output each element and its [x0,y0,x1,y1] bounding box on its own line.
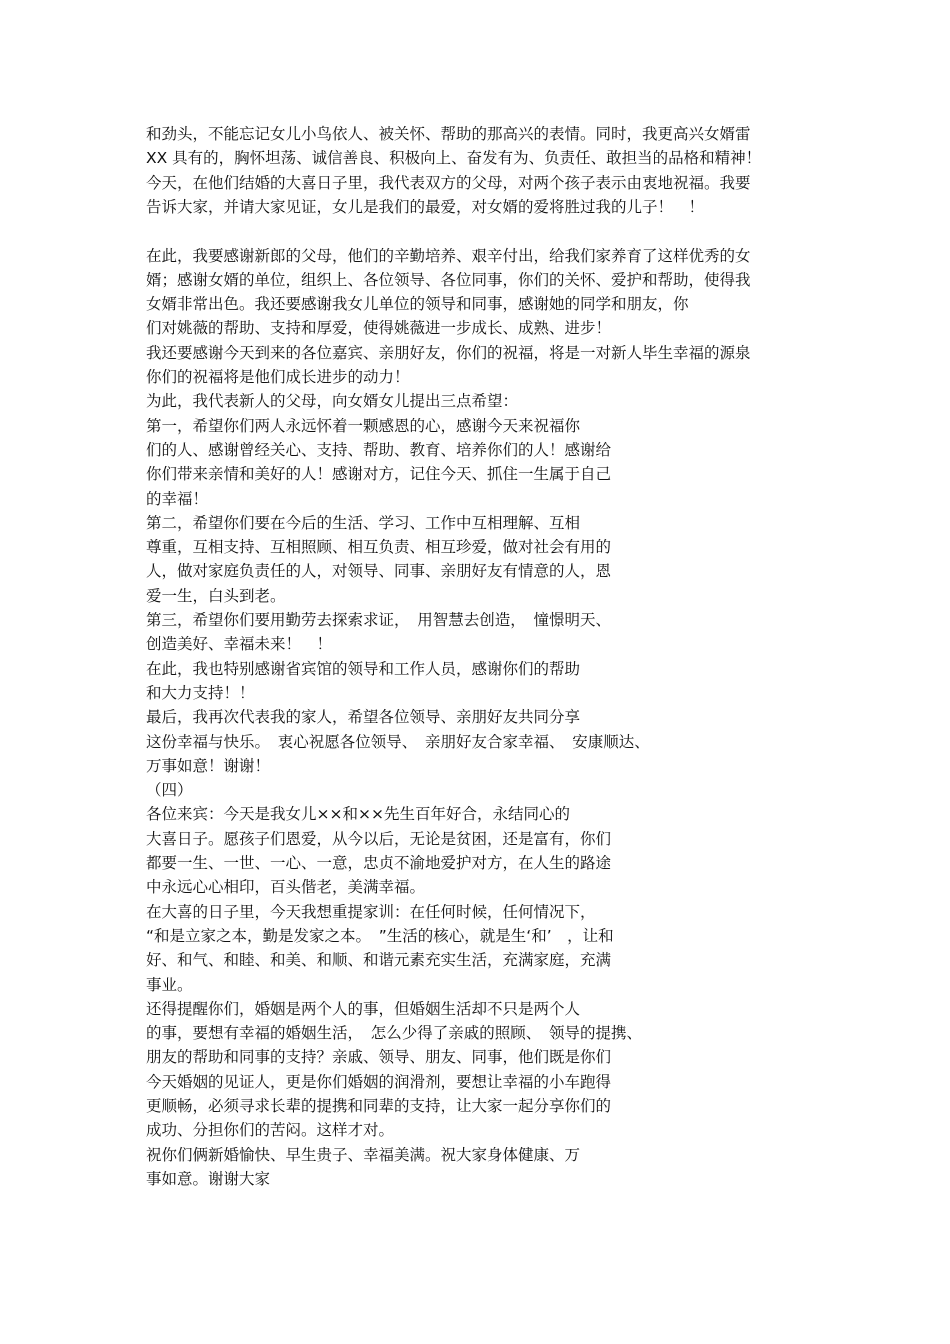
text-line: 女婿非常出色。我还要感谢我女儿单位的领导和同事，感谢她的同学和朋友，你 [146,295,689,313]
text-line: 和大力支持！！ [146,684,255,702]
text-line: 今天婚姻的见证人，更是你们婚姻的润滑剂，要想让幸福的小车跑得 [146,1073,612,1091]
text-line: 你们的祝福将是他们成长进步的动力！ [146,368,410,386]
text-line: 祝你们俩新婚愉快、早生贵子、幸福美满。祝大家身体健康、万 [146,1146,581,1164]
text-line: 好、和气、和睦、和美、和顺、和谐元素充实生活，充满家庭，充满 [146,951,612,969]
text-line: 告诉大家，并请大家见证，女儿是我们的最爱，对女婿的爱将胜过我的儿子！ ！ [146,198,705,216]
text-line: 事如意。谢谢大家 [146,1170,271,1188]
text-line: 在此，我要感谢新郎的父母，他们的辛勤培养、艰辛付出，给我们家养育了这样优秀的女 [146,247,751,265]
text-line: 在此，我也特别感谢省宾馆的领导和工作人员，感谢你们的帮助 [146,660,581,678]
text-line: 创造美好、幸福未来！ ！ [146,635,333,653]
text-line: 成功、分担你们的苦闷。这样才对。 [146,1121,395,1139]
text-line: 爱一生，白头到老。 [146,587,286,605]
text-line: 第二，希望你们要在今后的生活、学习、工作中互相理解、互相 [146,514,581,532]
text-line: 婿；感谢女婿的单位，组织上、各位领导、各位同事，你们的关怀、爱护和帮助，使得我 [146,271,751,289]
text-line: 们的人、感谢曾经关心、支持、帮助、教育、培养你们的人！感谢给 [146,441,612,459]
text-line: 你们带来亲情和美好的人！感谢对方，记住今天、抓住一生属于自己 [146,465,612,483]
text-line: XX 具有的，胸怀坦荡、诚信善良、积极向上、奋发有为、负责任、敢担当的品格和精神！ [146,149,762,167]
text-line: 大喜日子。愿孩子们恩爱，从今以后，无论是贫困，还是富有，你们 [146,830,612,848]
text-line: 第三，希望你们要用勤劳去探索求证， 用智慧去创造， 憧憬明天、 [146,611,612,629]
text-line: 和劲头，不能忘记女儿小鸟依人、被关怀、帮助的那高兴的表情。同时，我更高兴女婿雷 [146,125,751,143]
text-line: 都要一生、一世、一心、一意，忠贞不渝地爱护对方，在人生的路途 [146,854,612,872]
text-line: “和是立家之本，勤是发家之本。 ”生活的核心，就是生‘和’ ，让和 [146,927,614,945]
text-line: 在大喜的日子里，今天我想重提家训：在任何时候，任何情况下， [146,903,596,921]
text-line: 最后，我再次代表我的家人，希望各位领导、亲朋好友共同分享 [146,708,581,726]
text-line: 的事，要想有幸福的婚姻生活， 怎么少得了亲戚的照顾、 领导的提携、 [146,1024,643,1042]
text-line: 今天，在他们结婚的大喜日子里，我代表双方的父母，对两个孩子表示由衷地祝福。我要 [146,174,751,192]
text-line: 朋友的帮助和同事的支持？亲戚、领导、朋友、同事，他们既是你们 [146,1048,612,1066]
text-line: 中永远心心相印，百头偕老，美满幸福。 [146,878,426,896]
text-line: 更顺畅，必须寻求长辈的提携和同辈的支持，让大家一起分享你们的 [146,1097,612,1115]
text-line: 第一，希望你们两人永远怀着一颗感恩的心，感谢今天来祝福你 [146,417,581,435]
text-line: 们对姚薇的帮助、支持和厚爱，使得姚薇进一步成长、成熟、进步！ [146,319,612,337]
text-line: 各位来宾：今天是我女儿××和××先生百年好合，永结同心的 [146,805,570,823]
text-line: 为此，我代表新人的父母，向女婿女儿提出三点希望： [146,392,519,410]
text-line: 这份幸福与快乐。 衷心祝愿各位领导、 亲朋好友合家幸福、 安康顺达、 [146,733,650,751]
text-line: 事业。 [146,976,193,994]
text-line: 还得提醒你们，婚姻是两个人的事，但婚姻生活却不只是两个人 [146,1000,581,1018]
text-line: 万事如意！谢谢！ [146,757,271,775]
text-line: 的幸福！ [146,490,209,508]
text-line: 尊重，互相支持、互相照顾、相互负责、相互珍爱，做对社会有用的 [146,538,612,556]
text-line: 人，做对家庭负责任的人，对领导、同事、亲朋好友有情意的人，恩 [146,562,612,580]
text-line: （四） [146,781,193,799]
text-line: 我还要感谢今天到来的各位嘉宾、亲朋好友，你们的祝福，将是一对新人毕生幸福的源泉 [146,344,751,362]
